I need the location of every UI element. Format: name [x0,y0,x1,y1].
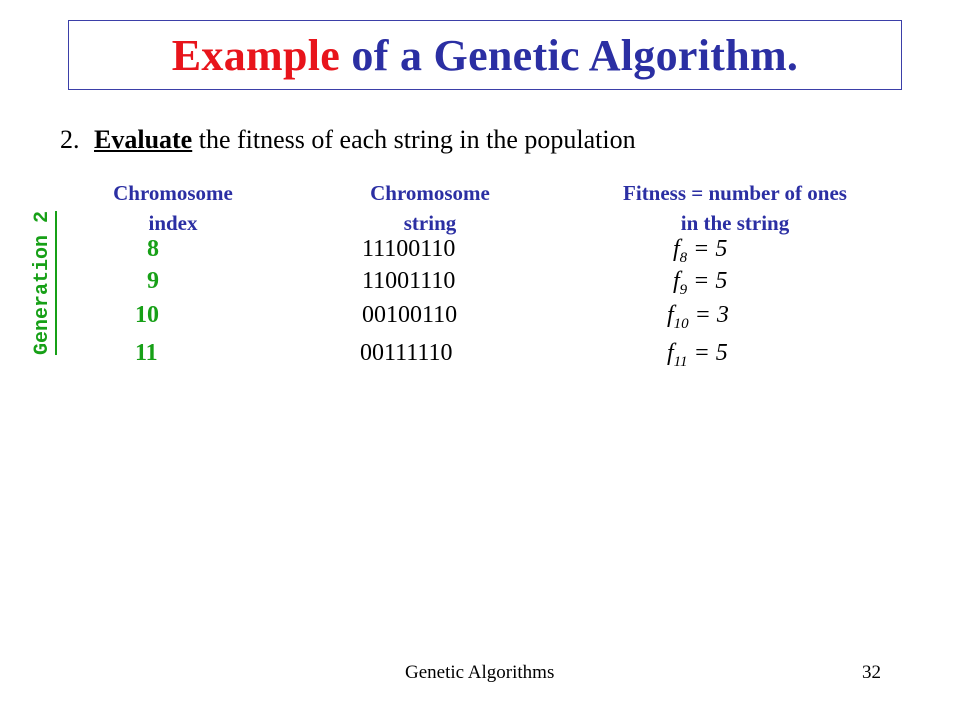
chromosome-index: 11 [135,340,158,366]
header-line: Fitness = number of ones [623,181,847,205]
generation-label: Generation 2 [31,211,57,355]
table-row [0,336,960,370]
chromosome-string: 00100110 [362,302,458,328]
slide-title [69,21,901,91]
fitness-subscript: 8 [679,249,688,266]
chromosome-string: 11001110 [362,268,456,294]
step-text: the fitness of each string in the population [192,125,636,154]
header-line: Chromosome [370,181,490,205]
table-row [0,298,960,332]
fitness-result: = 5 [687,236,728,262]
title-box [68,20,902,90]
table-row [0,232,960,266]
chromosome-string: 11100110 [362,236,456,262]
header-chromosome-string [340,178,520,238]
title-rest: of a Genetic Algorithm. [351,31,799,80]
header-line: in the string [680,211,790,235]
fitness-subscript: 9 [679,281,688,298]
fitness-result: = 5 [687,268,728,294]
fitness-result: = 3 [688,302,729,328]
header-line: string [403,211,457,235]
header-fitness [590,178,880,238]
chromosome-index: 10 [135,302,159,328]
fitness-var: f [667,302,674,328]
page-number: 32 [862,662,881,683]
header-chromosome-index [88,178,258,238]
fitness-result: = 5 [687,340,728,366]
footer-title: Genetic Algorithms [405,662,555,683]
title-highlight: Example [171,31,341,80]
step-line [60,122,636,158]
header-line: index [148,211,198,235]
fitness-value [667,298,729,341]
chromosome-string: 00111110 [360,340,453,366]
chromosome-index: 8 [147,236,159,262]
fitness-subscript: 10 [673,315,689,332]
step-keyword: Evaluate [94,125,193,154]
chromosome-index: 9 [147,268,159,294]
fitness-value [667,336,728,379]
table-row [0,264,960,298]
step-number: 2. [60,125,80,154]
fitness-var: f [673,268,680,294]
fitness-var: f [667,340,674,366]
fitness-subscript: 11 [673,353,688,370]
header-line: Chromosome [113,181,233,205]
fitness-var: f [673,236,680,262]
